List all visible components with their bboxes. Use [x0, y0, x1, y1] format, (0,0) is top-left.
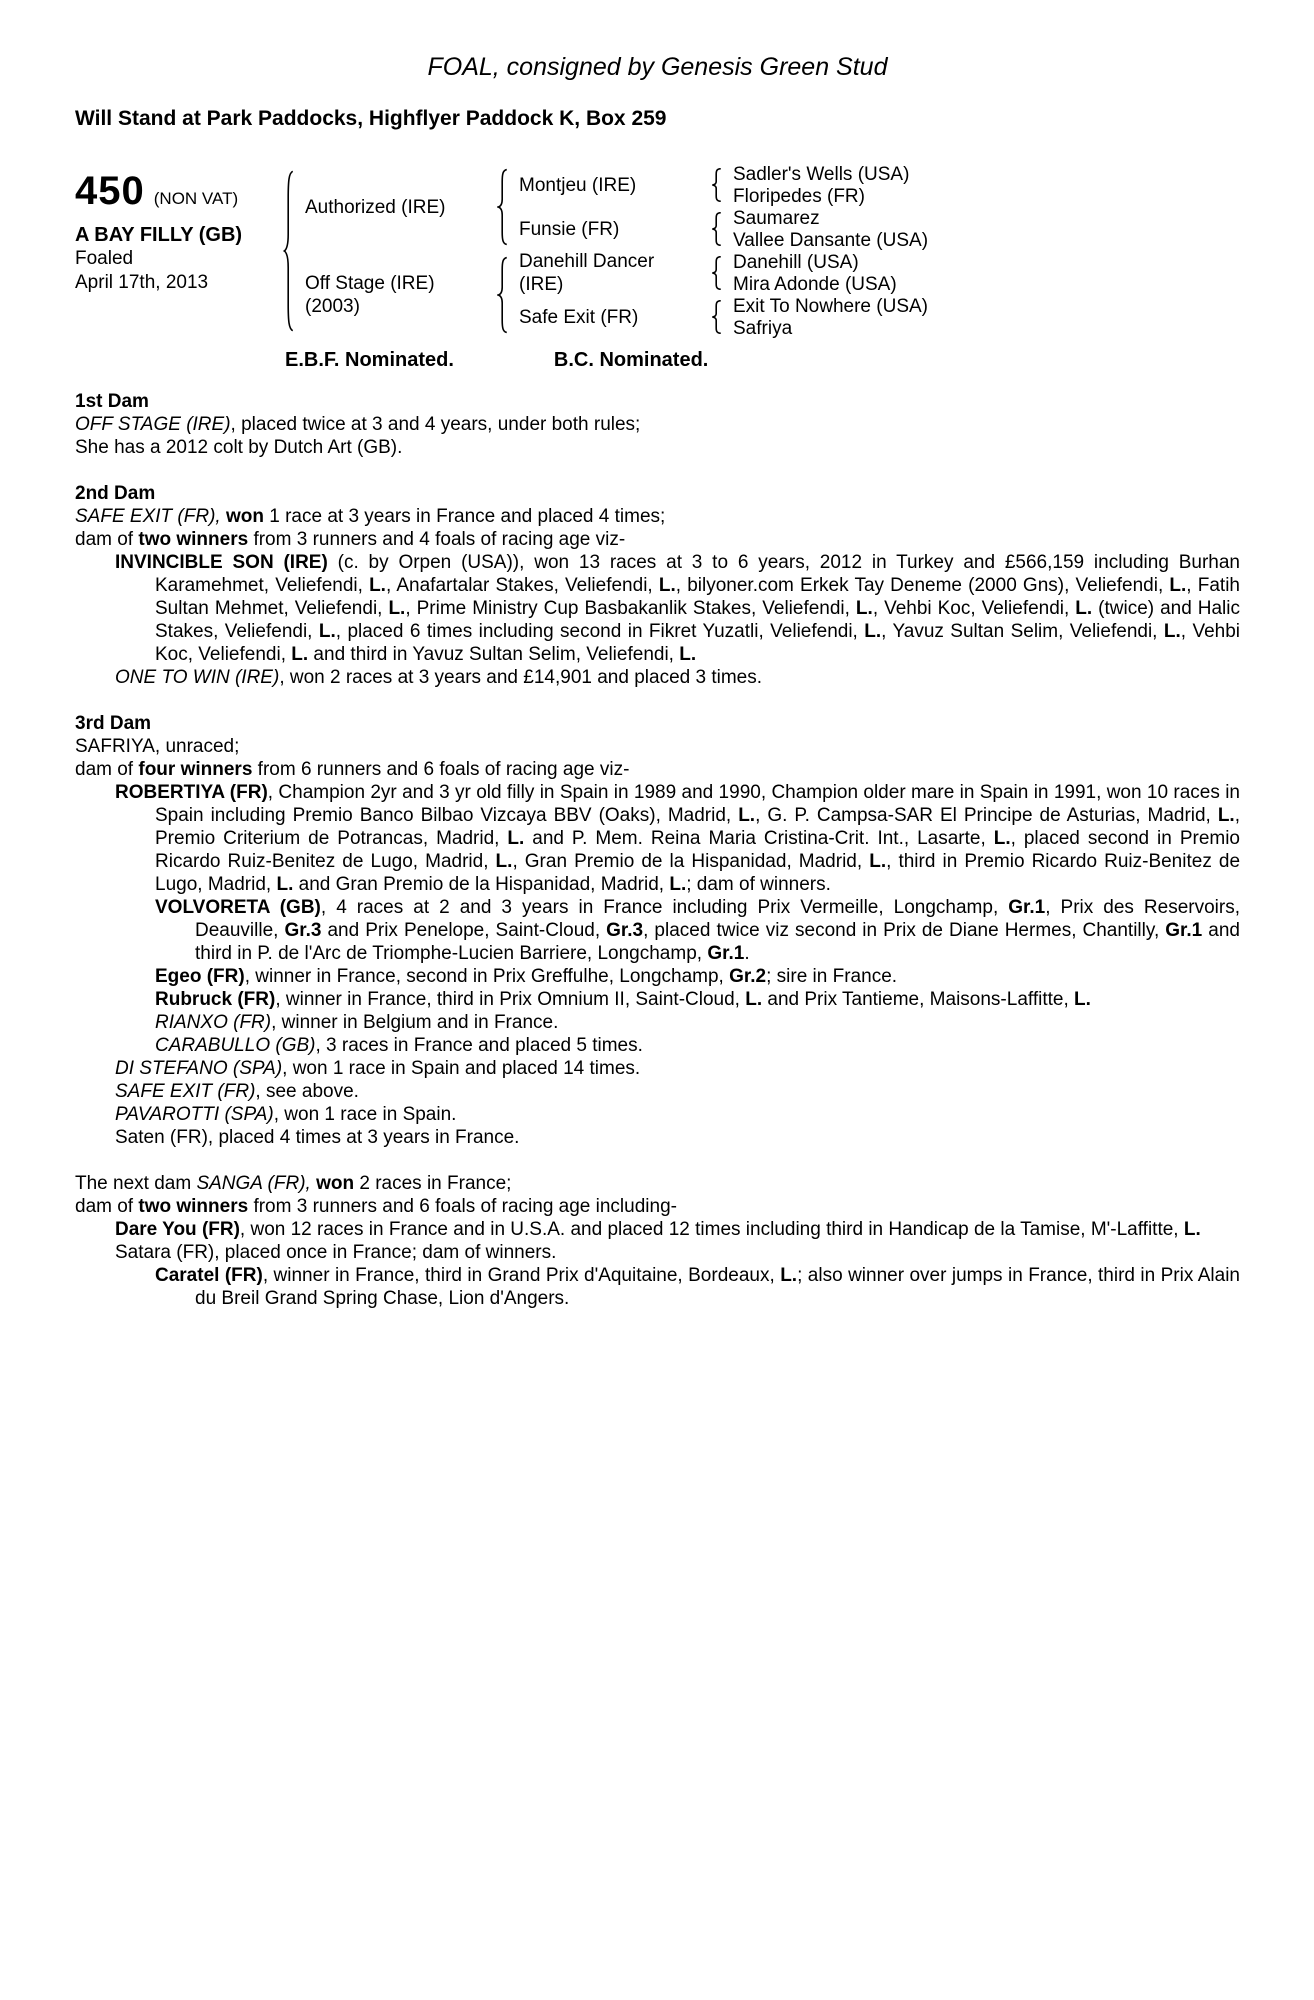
- text-segment: L.: [1074, 989, 1091, 1010]
- text-segment: , placed 6 times including second in Fikret Yuzatli, Veliefendi,: [335, 621, 865, 642]
- lot-number-line: [75, 171, 283, 211]
- pedigree-paragraph: [75, 551, 1240, 666]
- lot-vat-note: (NON VAT): [153, 189, 239, 208]
- text-segment: 1 race at 3 years in France and placed 4 times;: [263, 506, 666, 527]
- curly-brace-icon: [711, 300, 724, 334]
- curly-brace-icon: [497, 168, 510, 246]
- sire-name-line: Authorized (IRE): [305, 196, 446, 218]
- pedigree-paragraph: [75, 896, 1240, 965]
- text-segment: dam of: [75, 529, 139, 550]
- dam-year-line: (2003): [305, 296, 360, 317]
- text-segment: Gr.1: [707, 943, 745, 964]
- curly-brace-icon: [711, 212, 724, 246]
- sire-sire-name-line: Montjeu (IRE): [519, 174, 637, 196]
- text-segment: , won 1 race in Spain.: [273, 1104, 457, 1125]
- pedigree-paragraph: [75, 1195, 1240, 1218]
- sire-name: [305, 163, 497, 251]
- text-segment: ; dam of winners.: [686, 874, 831, 895]
- text-segment: (twice) and Halic Stakes, Veliefendi,: [155, 598, 1241, 642]
- text-segment: ONE TO WIN (IRE): [115, 667, 280, 688]
- ebf-nominated-label: E.B.F. Nominated.: [285, 349, 454, 371]
- pedigree-ancestor-name: Sadler's Wells (USA): [733, 163, 910, 185]
- text-segment: , third in Premio Ricardo Ruiz-Benitez de Lugo, Madrid,: [155, 851, 1241, 895]
- text-segment: L.: [669, 874, 687, 895]
- dam-section: [75, 390, 1240, 459]
- text-segment: L.: [291, 644, 309, 665]
- pedigree-paragraph: [75, 1080, 1240, 1103]
- text-segment: L.: [369, 575, 386, 596]
- sire-dam-name-line: Funsie (FR): [519, 218, 620, 240]
- lot-header-row: [75, 163, 1240, 339]
- dam-sire-name: [519, 251, 711, 295]
- sire-dam-name: [519, 207, 711, 251]
- text-segment: ; sire in France.: [766, 966, 898, 987]
- foaled-label: Foaled: [75, 248, 134, 269]
- pedigree-brace-gen3-pair-2: [711, 207, 733, 251]
- text-segment: two winners: [138, 1196, 249, 1217]
- text-segment: VOLVORETA (GB): [155, 897, 321, 918]
- pedigree-paragraph: [75, 735, 1240, 758]
- pedigree-sections: [75, 390, 1240, 1310]
- dam-dam-name-line: Safe Exit (FR): [519, 306, 639, 328]
- section-heading: 1st Dam: [75, 391, 149, 412]
- dam-name: [305, 251, 497, 339]
- text-segment: , winner in France, third in Prix Omnium II, Saint-Cloud,: [275, 989, 746, 1010]
- pedigree-paragraph: [75, 1057, 1240, 1080]
- text-segment: , winner in France, third in Grand Prix d'Aquitaine, Bordeaux,: [262, 1265, 781, 1286]
- text-segment: from 6 runners and 6 foals of racing age viz-: [252, 759, 630, 780]
- text-segment: PAVAROTTI (SPA): [115, 1104, 274, 1125]
- text-segment: L.: [1169, 575, 1187, 596]
- page-title: FOAL, consigned by Genesis Green Stud: [427, 53, 888, 81]
- pedigree-paragraph: [75, 1218, 1240, 1241]
- text-segment: Egeo (FR): [155, 966, 245, 987]
- text-segment: , placed twice viz second in Prix de Diane Hermes, Chantilly,: [643, 920, 1166, 941]
- text-segment: L.: [1163, 621, 1181, 642]
- text-segment: won: [316, 1173, 355, 1194]
- text-segment: , winner in France, second in Prix Greffulhe, Longchamp,: [244, 966, 730, 987]
- text-segment: .: [744, 943, 750, 964]
- curly-brace-icon: [711, 168, 724, 202]
- text-segment: L.: [993, 828, 1011, 849]
- dam-section: [75, 482, 1240, 689]
- lot-name: A BAY FILLY (GB): [75, 224, 243, 246]
- dam-name-line: Off Stage (IRE): [305, 273, 435, 294]
- text-segment: Gr.1: [1008, 897, 1046, 918]
- pedigree-paragraph: [75, 666, 1240, 689]
- text-segment: two winners: [138, 529, 249, 550]
- pedigree-paragraph: [75, 1126, 1240, 1149]
- text-segment: , Champion 2yr and 3 yr old filly in Spain in 1989 and 1990, Champion older mare in Spain in 1991, won 10 races in Spain including Premio Banco Bilbao Vizcaya BBV (Oaks), Madrid,: [155, 782, 1240, 826]
- text-segment: L.: [495, 851, 513, 872]
- curly-brace-icon: [283, 168, 296, 334]
- pedigree-paragraph: [75, 1103, 1240, 1126]
- pedigree-paragraph: [75, 988, 1240, 1011]
- text-segment: L.: [864, 621, 882, 642]
- stand-location-line: Will Stand at Park Paddocks, Highflyer Paddock K, Box 259: [75, 107, 667, 130]
- dam-sire-suffix-line: (IRE): [519, 274, 564, 295]
- text-segment: Gr.1: [1165, 920, 1203, 941]
- text-segment: dam of: [75, 759, 139, 780]
- nominations-line: [75, 349, 1240, 372]
- text-segment: , won 2 races at 3 years and £14,901 and placed 3 times.: [279, 667, 763, 688]
- text-segment: DI STEFANO (SPA): [115, 1058, 283, 1079]
- text-segment: Dare You (FR): [115, 1219, 240, 1240]
- text-segment: and Gran Premio de la Hispanidad, Madrid,: [293, 874, 670, 895]
- text-segment: , Premio Criterium de Potrancas, Madrid,: [155, 805, 1240, 849]
- text-segment: L.: [1217, 805, 1235, 826]
- pedigree-paragraph: [75, 1011, 1240, 1034]
- pedigree-paragraph: [75, 413, 1240, 436]
- text-segment: , G. P. Campsa-SAR El Principe de Asturias, Madrid,: [755, 805, 1218, 826]
- text-segment: Gr.2: [729, 966, 767, 987]
- text-segment: , Prime Ministry Cup Basbakanlik Stakes, Veliefendi,: [405, 598, 856, 619]
- text-segment: L.: [507, 828, 525, 849]
- section-heading: 3rd Dam: [75, 713, 152, 734]
- pedigree-ancestor-name: Floripedes (FR): [733, 185, 865, 207]
- text-segment: INVINCIBLE SON (IRE): [115, 552, 328, 573]
- text-segment: SAFRIYA, unraced;: [75, 736, 240, 757]
- pedigree-brace-sire-parents: [497, 163, 519, 251]
- pedigree-paragraph: [75, 781, 1240, 896]
- dam-dam-name: [519, 295, 711, 339]
- text-segment: SAFE EXIT (FR): [115, 1081, 256, 1102]
- text-segment: from 3 runners and 6 foals of racing age including-: [248, 1196, 677, 1217]
- text-segment: L.: [388, 598, 406, 619]
- dam-sire-name-line: Danehill Dancer: [519, 251, 655, 272]
- dam-section: [75, 712, 1240, 1149]
- lot-info: [75, 163, 283, 339]
- pedigree-brace-gen3-pair-4: [711, 295, 733, 339]
- pedigree-brace-gen3-pair-3: [711, 251, 733, 295]
- text-segment: , bilyoner.com Erkek Tay Deneme (2000 Gns), Veliefendi,: [675, 575, 1170, 596]
- pedigree-paragraph: [75, 436, 1240, 459]
- curly-brace-icon: [711, 256, 724, 290]
- text-segment: L.: [1183, 1219, 1201, 1240]
- text-segment: L.: [745, 989, 763, 1010]
- pedigree-brace-gen3-pair-1: [711, 163, 733, 207]
- pedigree-ancestor-name: Mira Adonde (USA): [733, 273, 897, 295]
- text-segment: L.: [738, 805, 756, 826]
- pedigree-paragraph: [75, 758, 1240, 781]
- section-heading: 2nd Dam: [75, 483, 156, 504]
- pedigree-paragraph: [75, 505, 1240, 528]
- pedigree-ancestor-name: Exit To Nowhere (USA): [733, 295, 928, 317]
- text-segment: , see above.: [255, 1081, 359, 1102]
- text-segment: and third in P. de l'Arc de Triomphe-Lucien Barriere, Longchamp,: [195, 920, 1240, 964]
- text-segment: , Gran Premio de la Hispanidad, Madrid,: [512, 851, 870, 872]
- text-segment: , Yavuz Sultan Selim, Veliefendi,: [881, 621, 1164, 642]
- text-segment: L.: [1075, 598, 1093, 619]
- text-segment: Gr.3: [606, 920, 644, 941]
- text-segment: from 3 runners and 4 foals of racing age viz-: [248, 529, 626, 550]
- text-segment: dam of: [75, 1196, 139, 1217]
- text-segment: Gr.3: [284, 920, 322, 941]
- text-segment: and Prix Tantieme, Maisons-Laffitte,: [762, 989, 1075, 1010]
- pedigree-ancestor-name: Danehill (USA): [733, 251, 859, 273]
- pedigree-paragraph: [75, 1034, 1240, 1057]
- text-segment: , placed twice at 3 and 4 years, under both rules;: [230, 414, 641, 435]
- text-segment: four winners: [138, 759, 253, 780]
- text-segment: ROBERTIYA (FR): [115, 782, 268, 803]
- dam-section: [75, 1172, 1240, 1310]
- text-segment: 2 races in France;: [354, 1173, 512, 1194]
- pedigree-brace-gen1: [283, 163, 305, 339]
- text-segment: , Vehbi Koc, Veliefendi,: [155, 621, 1241, 665]
- text-segment: L.: [658, 575, 676, 596]
- text-segment: Saten (FR), placed 4 times at 3 years in France.: [115, 1127, 520, 1148]
- pedigree-ancestor-name: Safriya: [733, 317, 793, 339]
- pedigree-brace-dam-parents: [497, 251, 519, 339]
- text-segment: and third in Yavuz Sultan Selim, Veliefendi,: [308, 644, 680, 665]
- text-segment: L.: [276, 874, 294, 895]
- bc-nominated-label: B.C. Nominated.: [553, 349, 709, 371]
- text-segment: SAFE EXIT (FR),: [75, 506, 221, 527]
- pedigree-table: [283, 163, 1240, 339]
- text-segment: , Vehbi Koc, Veliefendi,: [872, 598, 1076, 619]
- text-segment: She has a 2012 colt by Dutch Art (GB).: [75, 437, 403, 458]
- pedigree-paragraph: [75, 1241, 1240, 1264]
- text-segment: (c. by Orpen (USA)), won 13 races at 3 to 6 years, 2012 in Turkey and £566,159 including Burhan Karamehmet, Veliefendi,: [155, 552, 1240, 596]
- pedigree-ancestor-name: Saumarez: [733, 207, 820, 229]
- text-segment: SANGA (FR),: [196, 1173, 311, 1194]
- text-segment: OFF STAGE (IRE): [75, 414, 231, 435]
- text-segment: , won 12 races in France and in U.S.A. and placed 12 times including third in Handicap de la Tamise, M'-Laffitte,: [239, 1219, 1184, 1240]
- text-segment: , 3 races in France and placed 5 times.: [315, 1035, 643, 1056]
- text-segment: , won 1 race in Spain and placed 14 times.: [282, 1058, 641, 1079]
- text-segment: L.: [869, 851, 887, 872]
- text-segment: L.: [855, 598, 873, 619]
- text-segment: ; also winner over jumps in France, third in Prix Alain du Breil Grand Spring Chase, Lion d'Angers.: [195, 1265, 1240, 1309]
- text-segment: L.: [318, 621, 336, 642]
- text-segment: won: [225, 506, 264, 527]
- pedigree-ancestor-name: Vallee Dansante (USA): [733, 229, 929, 251]
- pedigree-paragraph: [75, 965, 1240, 988]
- curly-brace-icon: [497, 256, 510, 334]
- text-segment: and Prix Penelope, Saint-Cloud,: [321, 920, 607, 941]
- lot-number: 450: [75, 169, 145, 213]
- text-segment: , 4 races at 2 and 3 years in France including Prix Vermeille, Longchamp,: [320, 897, 1009, 918]
- text-segment: and P. Mem. Reina Maria Cristina-Crit. Int., Lasarte,: [524, 828, 994, 849]
- text-segment: , Anafartalar Stakes, Veliefendi,: [385, 575, 659, 596]
- pedigree-paragraph: [75, 528, 1240, 551]
- text-segment: The next dam: [75, 1173, 197, 1194]
- pedigree-paragraph: [75, 1264, 1240, 1310]
- text-segment: , Fatih Sultan Mehmet, Veliefendi,: [155, 575, 1240, 619]
- text-segment: CARABULLO (GB): [155, 1035, 316, 1056]
- text-segment: RIANXO (FR): [155, 1012, 272, 1033]
- pedigree-area: [283, 163, 1240, 339]
- text-segment: Satara (FR), placed once in France; dam of winners.: [115, 1242, 557, 1263]
- pedigree-paragraph: [75, 1172, 1240, 1195]
- text-segment: L.: [679, 644, 697, 665]
- text-segment: L.: [780, 1265, 798, 1286]
- text-segment: , placed second in Premio Ricardo Ruiz-Benitez de Lugo, Madrid,: [155, 828, 1240, 872]
- sire-sire-name: [519, 163, 711, 207]
- text-segment: , winner in Belgium and in France.: [271, 1012, 559, 1033]
- text-segment: Caratel (FR): [155, 1265, 263, 1286]
- text-segment: Rubruck (FR): [155, 989, 276, 1010]
- foaled-date: April 17th, 2013: [75, 272, 209, 293]
- text-segment: , Prix des Reservoirs, Deauville,: [195, 897, 1241, 941]
